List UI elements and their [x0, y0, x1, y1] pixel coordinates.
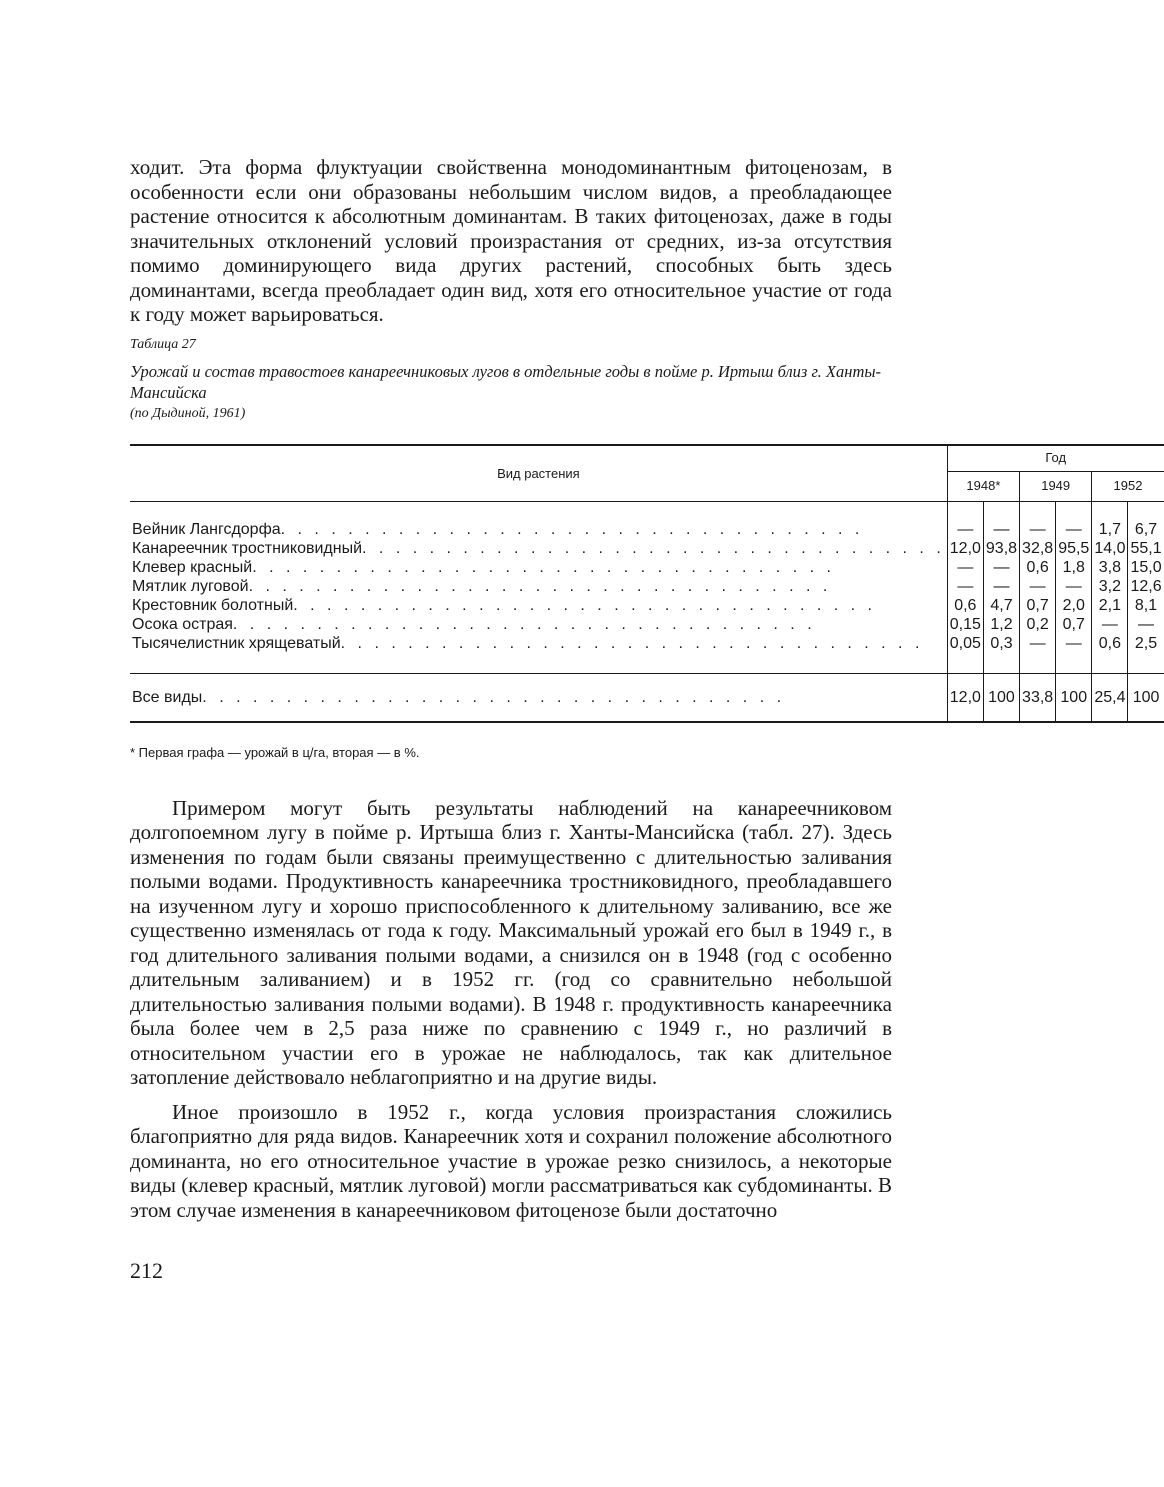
- leader-dots: [202, 688, 944, 707]
- value-cell: 100: [1056, 673, 1092, 722]
- value-cell: 1,7: [1092, 501, 1128, 539]
- value-cell: 4,7: [983, 596, 1019, 615]
- leader-dots: [341, 634, 945, 653]
- value-cell: 8,1: [1128, 596, 1164, 615]
- value-cell: —: [983, 558, 1019, 577]
- intro-paragraph: ходит. Эта форма флуктуации свойственна монодоминантным фитоценозам, в особенности если они образованы небольшим числом видов, а преобладающее растение относится к абсолютным доминантам. В таких фитоценозах, даже в годы значительных отклонений условий произрастания от средних, из-за отсутствия помимо доминирующего вида других растений, способных быть здесь доминантами, всегда преобладает один вид, хотя его относительное участие от года к году может варьироваться.: [130, 155, 892, 326]
- species-cell: [130, 634, 947, 674]
- value-cell: 6,7: [1128, 501, 1164, 539]
- value-cell: —: [1056, 634, 1092, 674]
- table-row: [130, 539, 1164, 558]
- value-cell: —: [1056, 577, 1092, 596]
- col-header-year-1952: 1952: [1092, 471, 1164, 501]
- value-cell: 0,6: [1020, 558, 1056, 577]
- value-cell: 0,3: [983, 634, 1019, 674]
- table-body: [130, 501, 1164, 722]
- species-cell: [130, 501, 947, 539]
- value-cell: 0,6: [947, 596, 983, 615]
- table-row: [130, 596, 1164, 615]
- value-cell: 2,0: [1056, 596, 1092, 615]
- value-cell: 3,2: [1092, 577, 1128, 596]
- value-cell: —: [983, 501, 1019, 539]
- species-cell: [130, 577, 947, 596]
- value-cell: —: [947, 558, 983, 577]
- table-caption: [130, 361, 892, 424]
- value-cell: 2,5: [1128, 634, 1164, 674]
- value-cell: 0,05: [947, 634, 983, 674]
- table-row: [130, 615, 1164, 634]
- species-cell: [130, 539, 947, 558]
- species-cell: [130, 615, 947, 634]
- value-cell: 14,0: [1092, 539, 1128, 558]
- value-cell: 2,1: [1092, 596, 1128, 615]
- value-cell: 93,8: [983, 539, 1019, 558]
- table-label: Таблица 27: [130, 336, 196, 352]
- page-number: 212: [130, 1258, 163, 1283]
- value-cell: —: [983, 577, 1019, 596]
- species-name: Канареечник тростниковидный: [132, 539, 363, 557]
- value-cell: 12,0: [947, 539, 983, 558]
- leader-dots: [293, 596, 945, 615]
- value-cell: 0,2: [1020, 615, 1056, 634]
- species-cell: [130, 558, 947, 577]
- value-cell: 33,8: [1020, 673, 1056, 722]
- leader-dots: [281, 520, 945, 539]
- species-name: Тысячелистник хрящеватый: [132, 634, 341, 652]
- leader-dots: [249, 577, 945, 596]
- col-header-species: Вид растения: [130, 445, 947, 502]
- species-name: Все виды: [132, 688, 203, 706]
- species-name: Мятлик луговой: [132, 577, 249, 595]
- value-cell: 0,6: [1092, 634, 1128, 674]
- col-header-year-1949: 1949: [1020, 471, 1092, 501]
- value-cell: 1,8: [1056, 558, 1092, 577]
- value-cell: 12,6: [1128, 577, 1164, 596]
- table-row: [130, 501, 1164, 539]
- table-row: [130, 634, 1164, 674]
- value-cell: 32,8: [1020, 539, 1056, 558]
- species-cell: [130, 673, 947, 722]
- value-cell: 0,15: [947, 615, 983, 634]
- species-name: Крестовник болотный: [132, 596, 294, 614]
- value-cell: —: [1020, 634, 1056, 674]
- value-cell: 0,7: [1056, 615, 1092, 634]
- table-caption-text: Урожай и состав травостоев канареечниковых лугов в отдельные годы в пойме р. Иртыш близ г. Ханты-Мансийска: [130, 361, 882, 402]
- value-cell: 100: [1128, 673, 1164, 722]
- species-name: Клевер красный: [132, 558, 253, 576]
- value-cell: 100: [983, 673, 1019, 722]
- value-cell: —: [1128, 615, 1164, 634]
- species-cell: [130, 596, 947, 615]
- value-cell: 25,4: [1092, 673, 1128, 722]
- col-header-year: Год: [947, 445, 1163, 472]
- paragraph-1: Примером могут быть результаты наблюдений на канареечниковом долгопоемном лугу в пойме р. Иртыша близ г. Ханты-Мансийска (табл. 27). Здесь изменения по годам были связаны преимущественно с длительностью заливания полыми водами. Продуктивность канареечника тростниковидного, преобладавшего на изученном лугу и хорошо приспособленного к длительному заливанию, все же существенно изменялась от года к году. Максимальный урожай его был в 1949 г., в год длительного заливания полыми водами, а снизился он в 1948 (год с особенно длительным заливанием) и в 1952 гг. (год со сравнительно небольшой длительностью заливания полыми водами). В 1948 г. продуктивность канареечника была более чем в 2,5 раза ниже по сравнению с 1949 г., но различий в относительном участии его в урожае не наблюдалось, так как длительное затопление действовало неблагоприятно и на другие виды.: [130, 795, 892, 1089]
- value-cell: —: [1020, 501, 1056, 539]
- table-footnote: * Первая графа — урожай в ц/га, вторая — в %.: [130, 744, 420, 760]
- value-cell: —: [1092, 615, 1128, 634]
- value-cell: 0,7: [1020, 596, 1056, 615]
- yield-table: [130, 444, 1164, 723]
- value-cell: 3,8: [1092, 558, 1128, 577]
- value-cell: 95,5: [1056, 539, 1092, 558]
- value-cell: 1,2: [983, 615, 1019, 634]
- table-source: (по Дыдиной, 1961): [130, 405, 246, 421]
- species-name: Вейник Лангсдорфа: [132, 520, 281, 538]
- value-cell: —: [947, 577, 983, 596]
- value-cell: —: [947, 501, 983, 539]
- value-cell: 55,1: [1128, 539, 1164, 558]
- value-cell: —: [1020, 577, 1056, 596]
- leader-dots: [252, 558, 945, 577]
- table-row: [130, 577, 1164, 596]
- species-name: Осока острая: [132, 615, 233, 633]
- value-cell: 12,0: [947, 673, 983, 722]
- leader-dots: [233, 615, 945, 634]
- table-row: [130, 558, 1164, 577]
- page-body: [130, 155, 1162, 1284]
- table-total-row: [130, 673, 1164, 722]
- value-cell: 15,0: [1128, 558, 1164, 577]
- value-cell: —: [1056, 501, 1092, 539]
- col-header-year-1948: 1948*: [947, 471, 1019, 501]
- paragraph-2: Иное произошло в 1952 г., когда условия произрастания сложились благоприятно для ряда видов. Канареечник хотя и сохранил положение абсолютного доминанта, но его относительное участие в урожае резко снизилось, а некоторые виды (клевер красный, мятлик луговой) могли рассматриваться как субдоминанты. В этом случае изменения в канареечниковом фитоценозе были достаточно: [130, 1099, 892, 1222]
- leader-dots: [362, 539, 945, 558]
